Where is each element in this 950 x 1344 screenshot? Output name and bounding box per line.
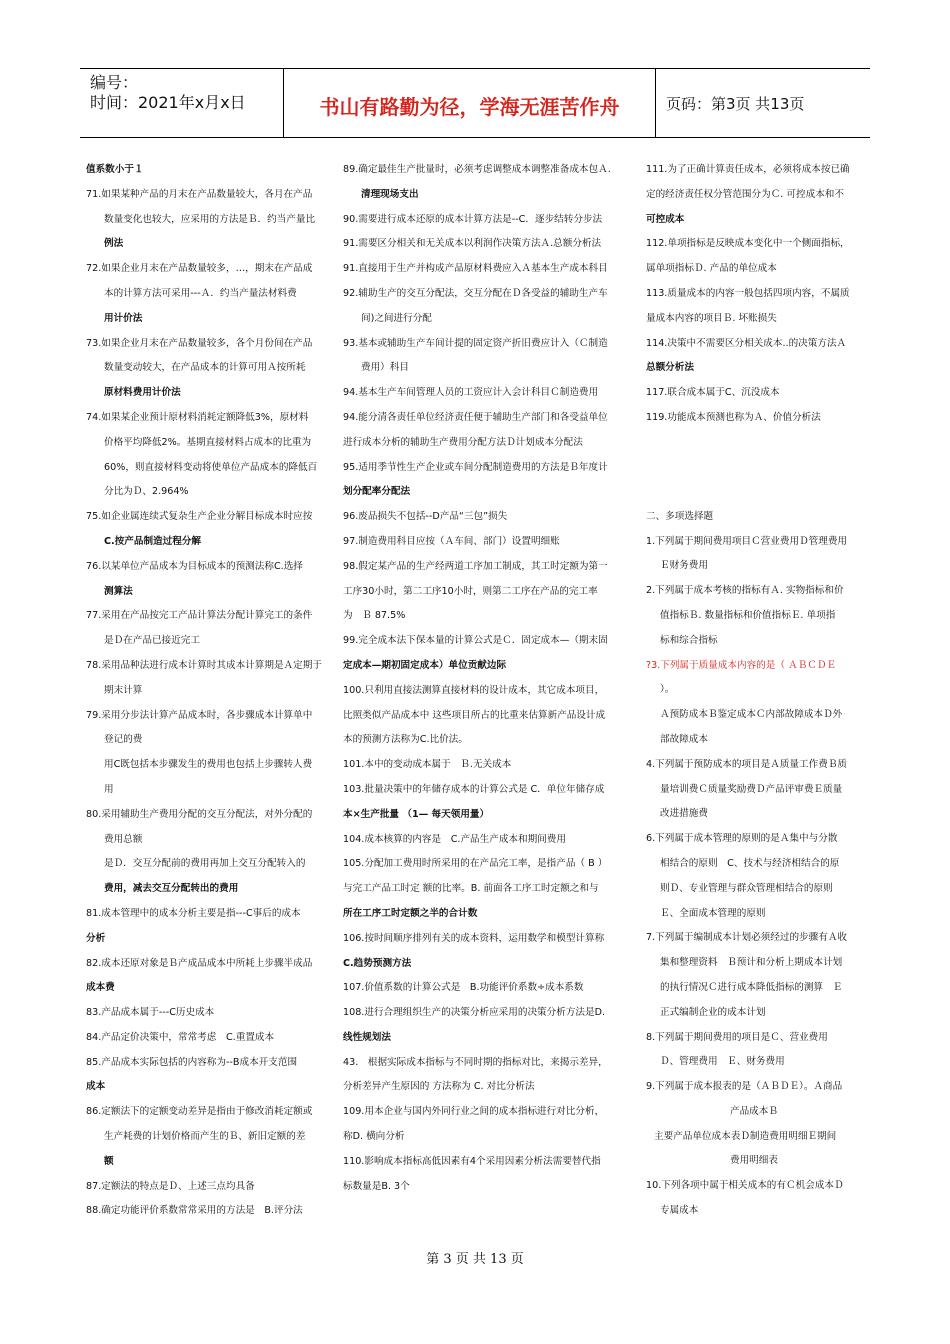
text-line: 7.下列属于编制成本计划必须经过的步骤有Ａ收 <box>646 932 848 944</box>
text-line: 113.质量成本的内容一般包括四项内容，不属质 <box>646 287 850 299</box>
text-line: 成本费 <box>86 982 115 994</box>
text-line: 119.功能成本预测也称为Ａ、价值分析法 <box>646 411 821 423</box>
document-number-label: 编号： <box>90 73 139 92</box>
text-line <box>646 431 868 505</box>
text-line: 86.定额法下的定额变动差异是指由于修改消耗定额或 <box>86 1106 313 1118</box>
text-line: 分比为Ｄ、2.964% <box>104 486 189 498</box>
text-line: 79.采用分步法计算产品成本时，各步骤成本计算单中 <box>86 709 313 721</box>
text-line: 2.下列属于成本考核的指标有Ａ. 实物指标和价 <box>646 585 844 597</box>
text-line: 78.采用品种法进行成本计算时其成本计算期是Ａ定期于 <box>86 659 322 671</box>
text-line: 98.假定某产品的生产经两道工序加工制成，其工时定额为第一 <box>343 560 608 572</box>
document-date: 时间：2021年x月x日 <box>90 93 246 112</box>
text-line: 96.废品损失不包括--D产品“三包”损失 <box>343 511 508 523</box>
text-line: 值系数小于１ <box>86 164 144 175</box>
text-line: 费用总额 <box>104 833 143 845</box>
text-line: 80.采用辅助生产费用分配的交互分配法，对外分配的 <box>86 808 313 820</box>
text-line: 82.成本还原对象是Ｂ产成品成本中所耗上步骤半成品 <box>86 957 313 969</box>
text-line: C.趋势预测方法 <box>343 957 412 969</box>
text-line: 则Ｄ、专业管理与群众管理相结合的原则 <box>660 882 833 894</box>
text-line: 二、多项选择题 <box>646 510 714 522</box>
text-line: 109.用本企业与国内外同行业之间的成本指标进行对比分析， <box>343 1106 605 1118</box>
text-line: 与完工产品工时定 额的比率。B. 前面各工序工时定额之和与 <box>343 883 599 895</box>
text-line: 主要产品单位成本表Ｄ制造费用明细Ｅ期间 <box>654 1130 837 1142</box>
text-line: 60%，则直接材料变动将使单位产品成本的降低百 <box>104 461 318 473</box>
text-line: 分析差异产生原因的 方法称为 C. 对比分析法 <box>343 1081 535 1093</box>
text-line: 称D. 横向分析 <box>343 1131 405 1143</box>
text-line: 划分配率分配法 <box>343 486 411 498</box>
text-line: 106.按时间顺序排列有关的成本资料，运用数学和模型计算称 <box>343 932 605 944</box>
text-column-left <box>86 158 330 1224</box>
text-line: 6.下列属于成本管理的原则的是Ａ集中与分散 <box>646 833 838 845</box>
text-line: 间)之间进行分配 <box>361 312 432 324</box>
text-line: 登记的费 <box>104 734 143 746</box>
text-line: 100.只利用直接法测算直接材料的设计成本，其它成本项目， <box>343 684 605 696</box>
text-line: 定成本—期初固定成本）单位贡献边际 <box>343 659 507 671</box>
text-line: 是Ｄ在产品已接近完工 <box>104 635 200 647</box>
text-line: 成本 <box>86 1081 106 1093</box>
text-line: 72.如果企业月末在产品数量较多，…，期末在产品成 <box>86 263 313 275</box>
text-line: 90.需要进行成本还原的成本计算方法是--C．逐步结转分步法 <box>343 213 603 225</box>
header-motto: 书山有路勤为径，学海无涯苦作舟 <box>284 69 656 137</box>
page-footer: 第 3 页 共 13 页 <box>426 1252 524 1267</box>
text-line: 比照类似产品成本中 这些项目所占的比重来估算新产品设计成 <box>343 709 606 721</box>
text-line: 104.成本核算的内容是 C.产品生产成本和期间费用 <box>343 833 566 845</box>
text-line: 用计价法 <box>104 312 143 324</box>
text-line: 量成本内容的项目Ｂ. 坏账损失 <box>646 312 777 324</box>
text-line: 生产耗费的计划价格而产生的Ｂ、新旧定额的差 <box>104 1131 306 1143</box>
text-line: 87.定额法的特点是Ｄ、上述三点均具备 <box>86 1180 255 1192</box>
text-line: 9.下列属于成本报表的是（ＡＢＤＥ）。Ａ商品 <box>646 1081 843 1093</box>
text-line: 94.能分清各责任单位经济责任便于辅助生产部门和各受益单位 <box>343 411 608 423</box>
text-line: 75.如企业属连续式复杂生产企业分解目标成本时应按 <box>86 511 313 523</box>
text-line: 是Ｄ．交互分配前的费用再加上交互分配转入的 <box>104 858 306 870</box>
text-line: 额 <box>104 1155 114 1167</box>
text-line: 可控成本 <box>646 213 685 225</box>
text-line: 总额分析法 <box>646 362 694 374</box>
text-line: 93.基本或辅助生产车间计提的固定资产折旧费应计入（Ｃ制造 <box>343 337 608 349</box>
text-line: 114.决策中不需要区分相关成本..的决策方法Ａ <box>646 337 847 349</box>
text-line: 进行成本分析的辅助生产费用分配方法Ｄ计划成本分配法 <box>343 436 583 448</box>
text-line: 清理现场支出 <box>361 188 419 200</box>
text-line: 工序30小时，第二工序10小时，则第二工序在产品的完工率 <box>343 585 598 597</box>
text-line: 原材料费用计价法 <box>104 387 181 399</box>
text-line: 本的预测方法称为C.比价法。 <box>343 734 468 746</box>
text-line: 相结合的原则 C、技术与经济相结合的原 <box>660 857 840 869</box>
text-line: 本的计算方法可采用---Ａ．约当产量法材料费 <box>104 287 297 299</box>
text-line: 数量变化也较大，应采用的方法是Ｂ．约当产量比 <box>104 213 316 225</box>
text-line: 为 Ｂ 87.5% <box>343 610 406 622</box>
text-line: 8.下列属于期间费用的项目是Ｃ、营业费用 <box>646 1031 828 1043</box>
text-line: 所在工序工时定额之半的合计数 <box>343 907 478 919</box>
text-line: 期末计算 <box>104 684 143 696</box>
text-line: 属单项指标Ｄ. 产品的单位成本 <box>646 263 777 275</box>
text-line: 费用）科目 <box>361 362 409 374</box>
text-line: 量培训费Ｃ质量奖励费Ｄ产品评审费Ｅ质量 <box>660 783 843 795</box>
text-line: 费用，减去交互分配转出的费用 <box>104 883 239 895</box>
text-line: 71.如果某种产品的月末在产品数量较大，各月在产品 <box>86 188 313 200</box>
text-line: Ｅ财务费用 <box>660 560 708 572</box>
text-line: 101.本中的变动成本属于 Ｂ.无关成本 <box>343 759 512 771</box>
text-line: 价格平均降低2%。基期直接材料占成本的比重为 <box>104 436 312 448</box>
text-line: 91.直接用于生产并构成产品原材料费应入Ａ基本生产成本科目 <box>343 263 608 275</box>
text-line: 103.批量决策中的年储存成本的计算公式是 C．单位年储存成 <box>343 783 605 795</box>
text-column-right <box>646 158 868 1224</box>
text-line: 97.制造费用科目应按（Ａ车间、部门）设置明细账 <box>343 535 560 547</box>
text-line: ?3.下列属于质量成本内容的是（ ＡＢＣＤＥ <box>646 659 836 671</box>
text-line: C.按产品制造过程分解 <box>104 535 202 547</box>
text-line: 数量变动较大，在产品成本的计算可用Ａ按所耗 <box>104 362 306 374</box>
text-line: 的执行情况Ｃ进行成本降低指标的测算 Ｅ <box>660 981 843 993</box>
text-column-middle <box>343 158 631 1199</box>
text-line: ）。 <box>660 684 675 696</box>
text-line: Ｅ、全面成本管理的原则 <box>660 907 766 919</box>
text-line: 77.采用在产品按完工产品计算法分配计算完工的条件 <box>86 610 313 622</box>
text-line: 分析 <box>86 932 106 944</box>
header-page-number: 页码：第3页 共13页 <box>666 95 805 113</box>
text-line: 73.如果企业月末在产品数量较多，各个月份间在产品 <box>86 337 313 349</box>
text-line: 部故障成本 <box>660 733 708 745</box>
text-line: 标和综合指标 <box>660 634 718 646</box>
text-line: 84.产品定价决策中，常常考虑 C.重置成本 <box>86 1031 275 1043</box>
text-line: 88.确定功能评价系数常常采用的方法是 B.评分法 <box>86 1205 303 1217</box>
text-line: 测算法 <box>104 585 133 597</box>
page-header <box>80 68 870 138</box>
text-line: 81.成本管理中的成本分析主要是指---C事后的成本 <box>86 907 301 919</box>
text-line: 产品成本Ｂ <box>730 1105 778 1117</box>
text-line: Ａ预防成本Ｂ鉴定成本Ｃ内部故障成本Ｄ外 <box>660 709 843 721</box>
text-line: 76.以某单位产品成本为目标成本的预测法称C.选择 <box>86 560 303 572</box>
text-line: 112.单项指标是反映成本变化中一个侧面指标， <box>646 238 850 250</box>
text-line: 本×生产批量 （1— 每天领用量） <box>343 808 490 820</box>
text-line: 89.确定最佳生产批量时，必须考虑调整成本调整准备成本包Ａ. <box>343 164 611 175</box>
text-line: 正式编制企业的成本计划 <box>660 1006 766 1018</box>
text-line: 111.为了正确计算责任成本，必须将成本按已确 <box>646 164 850 175</box>
text-line: 定的经济责任权分管范围分为Ｃ. 可控成本和不 <box>646 188 844 200</box>
text-line: 用C既包括本步骤发生的费用也包括上步骤转人费 <box>104 759 313 771</box>
text-line: 94.基本生产车间管理人员的工资应计入会计科目Ｃ制造费用 <box>343 387 599 399</box>
text-line: 95.适用季节性生产企业或车间分配制造费用的方法是Ｂ年度计 <box>343 461 608 473</box>
text-line: 集和整理资料 Ｂ预计和分析上期成本计划 <box>660 957 843 969</box>
text-line: 107.价值系数的计算公式是 B.功能评价系数÷成本系数 <box>343 982 584 994</box>
text-line: 108.进行合理组织生产的决策分析应采用的决策分析方法是D. <box>343 1007 606 1019</box>
text-line: 值指标Ｂ. 数量指标和价值指标Ｅ. 单项指 <box>660 609 836 621</box>
text-line: 110.影响成本指标高低因素有4个采用因素分析法需要替代指 <box>343 1155 601 1167</box>
text-line: 例法 <box>104 238 124 250</box>
text-line: 117.联合成本属于C、沉没成本 <box>646 387 780 399</box>
text-line: 改进措施费 <box>660 808 708 820</box>
text-line: 标数量是B. 3个 <box>343 1180 410 1192</box>
text-line: 99.完全成本法下保本量的计算公式是Ｃ．固定成本—（期末固 <box>343 635 608 647</box>
text-line: 85.产品成本实际包括的内容称为--B成本开支范围 <box>86 1056 298 1068</box>
text-line: Ｄ、管理费用 Ｅ、财务费用 <box>660 1056 785 1068</box>
text-line: 费用明细表 <box>730 1155 778 1167</box>
text-line: 4.下列属于预防成本的项目是Ａ质量工作费Ｂ质 <box>646 758 848 770</box>
text-line: 1.下列属于期间费用项目Ｃ营业费用Ｄ管理费用 <box>646 535 848 547</box>
text-line: 用 <box>104 783 114 795</box>
text-line: 83.产品成本属于---C历史成本 <box>86 1007 215 1019</box>
text-line: 92.辅助生产的交互分配法，交互分配在Ｄ各受益的辅助生产车 <box>343 287 608 299</box>
text-line: 10.下列各项中属于相关成本的有Ｃ机会成本Ｄ <box>646 1180 844 1192</box>
text-line: 线性规划法 <box>343 1031 391 1043</box>
text-line: 91.需要区分相关和无关成本以利润作决策方法Ａ.总额分析法 <box>343 238 602 250</box>
text-line: 105.分配加工费用时所采用的在产品完工率，是指产品（ B ） <box>343 858 608 870</box>
text-line: 43. 根据实际成本指标与不同时期的指标对比，来揭示差异， <box>343 1056 608 1068</box>
header-meta <box>80 69 284 137</box>
text-line: 专属成本 <box>660 1205 699 1217</box>
text-line: 74.如果某企业预计原材料消耗定额降低3%，原材料 <box>86 411 309 423</box>
